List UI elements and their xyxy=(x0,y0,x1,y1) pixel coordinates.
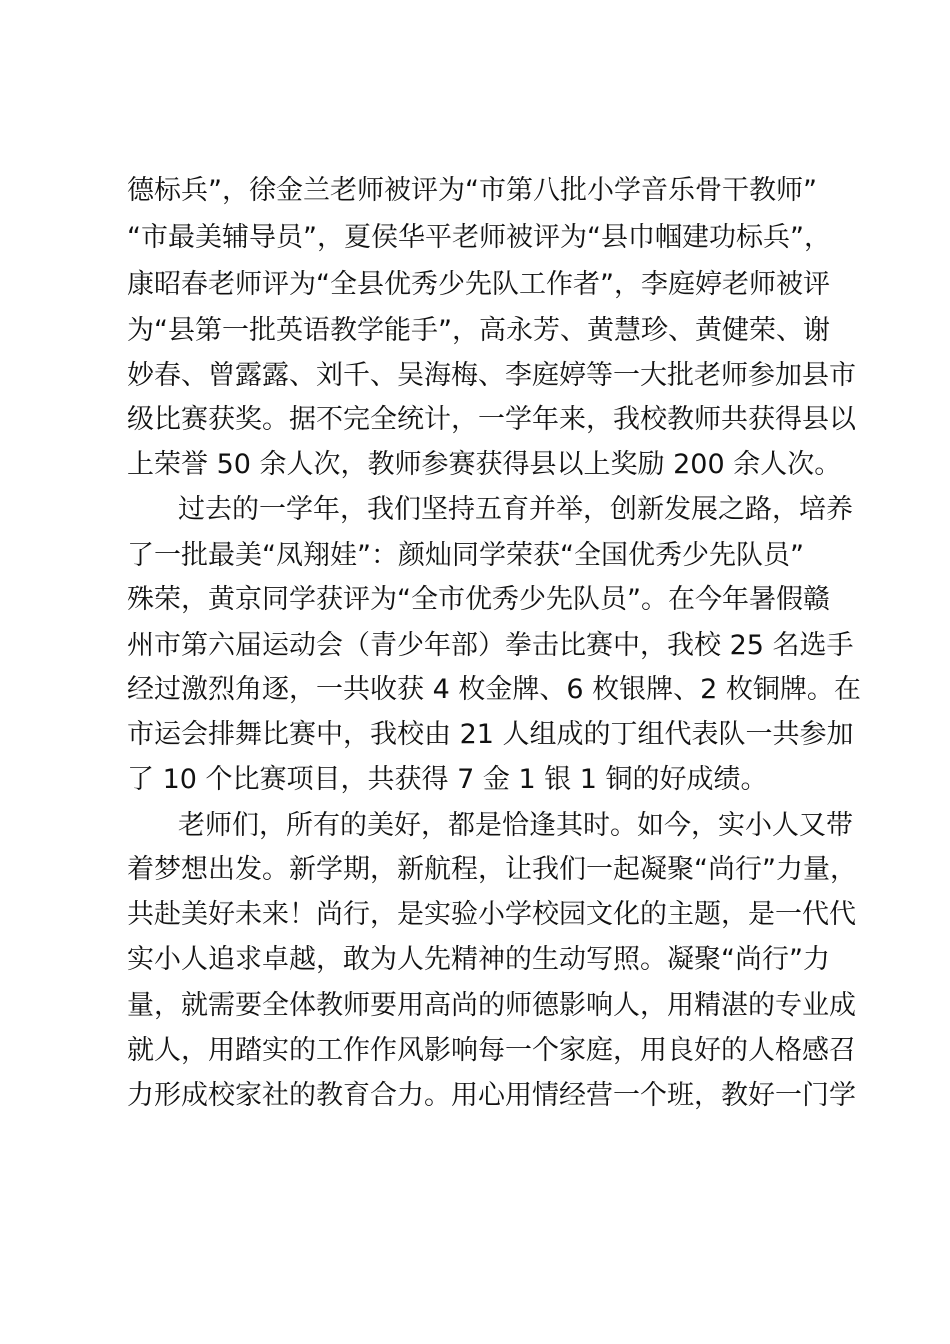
text-line: “市最美辅导员”，夏侯华平老师被评为“县巾帼建功标兵”， xyxy=(127,222,831,253)
text-line: 着梦想出发。新学期，新航程，让我们一起凝聚“尚行”力量， xyxy=(127,854,857,885)
text-line: 级比赛获奖。据不完全统计，一学年来，我校教师共获得县以 xyxy=(127,404,856,435)
text-line: 市运会排舞比赛中，我校由 21 人组成的丁组代表队一共参加 xyxy=(127,719,854,750)
text-line: 康昭春老师评为“全县优秀少先队工作者”，李庭婷老师被评 xyxy=(127,269,830,300)
text-line: 了一批最美“凤翔娃”：颜灿同学荣获“全国优秀少先队员” xyxy=(127,540,804,571)
paragraph-first-line: 过去的一学年，我们坚持五育并举，创新发展之路，培养 xyxy=(178,494,853,525)
text-line: 上荣誉 50 余人次，教师参赛获得县以上奖励 200 余人次。 xyxy=(127,449,842,480)
text-line: 妙春、曾露露、刘千、吴海梅、李庭婷等一大批老师参加县市 xyxy=(127,360,856,391)
text-line: 德标兵”，徐金兰老师被评为“市第八批小学音乐骨干教师” xyxy=(127,175,817,206)
text-line: 殊荣，黄京同学获评为“全市优秀少先队员”。在今年暑假赣 xyxy=(127,584,830,615)
text-line: 力形成校家社的教育合力。用心用情经营一个班，教好一门学 xyxy=(127,1080,856,1111)
text-line: 经过激烈角逐，一共收获 4 枚金牌、6 枚银牌、2 枚铜牌。在 xyxy=(127,674,861,705)
text-line: 为“县第一批英语教学能手”，高永芳、黄慧珍、黄健荣、谢 xyxy=(127,315,830,346)
paragraph-first-line: 老师们，所有的美好，都是恰逢其时。如今，实小人又带 xyxy=(178,810,853,841)
text-line: 量，就需要全体教师要用高尚的师德影响人，用精湛的专业成 xyxy=(127,990,856,1021)
text-line: 共赴美好未来！尚行，是实验小学校园文化的主题，是一代代 xyxy=(127,899,856,930)
text-line: 州市第六届运动会（青少年部）拳击比赛中，我校 25 名选手 xyxy=(127,630,854,661)
text-line: 就人，用踏实的工作作风影响每一个家庭，用良好的人格感召 xyxy=(127,1035,856,1066)
text-line: 了 10 个比赛项目，共获得 7 金 1 银 1 铜的好成绩。 xyxy=(127,764,768,795)
text-line: 实小人追求卓越，敢为人先精神的生动写照。凝聚“尚行”力 xyxy=(127,944,830,975)
